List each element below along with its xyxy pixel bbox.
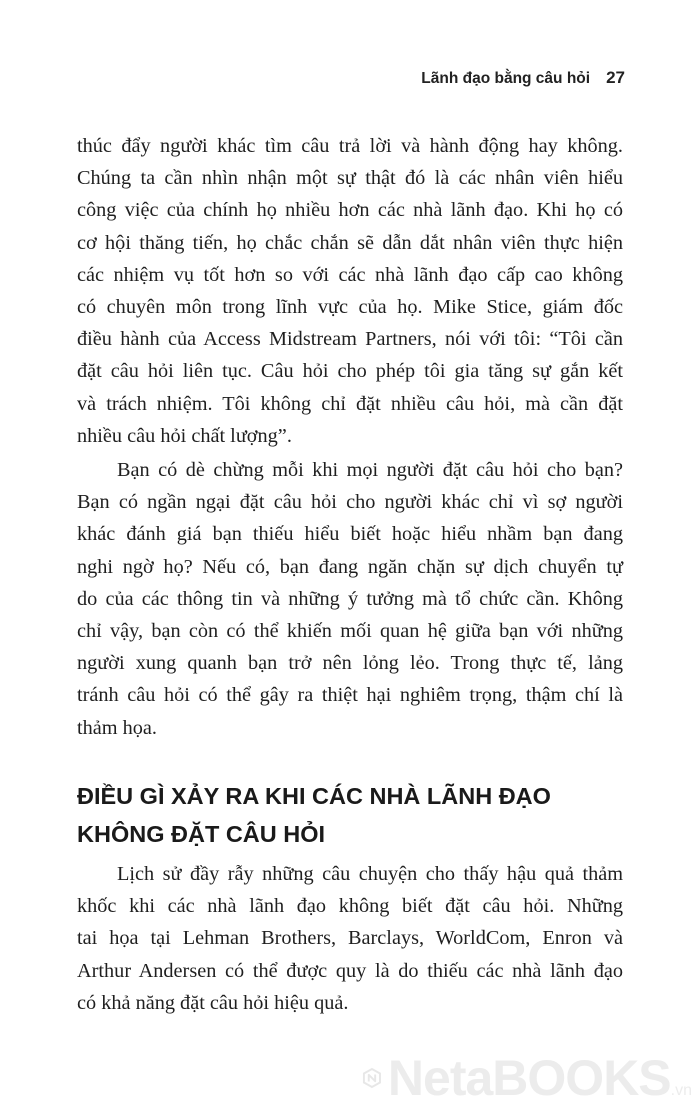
text-line: có khả năng đặt câu hỏi hiệu quả. <box>77 991 349 1014</box>
paragraph-3 <box>77 858 623 1019</box>
section-heading-line: ĐIỀU GÌ XẢY RA KHI CÁC NHÀ LÃNH ĐẠO <box>77 783 551 809</box>
text-line: cơ hội thăng tiến, họ chắc chắn sẽ dẫn dắt nhân viên thực hiện <box>77 231 623 254</box>
text-line: Arthur Andersen có thể được quy là do thiếu các nhà lãnh đạo <box>77 959 623 982</box>
text-line: Bạn có dè chừng mỗi khi mọi người đặt câu hỏi cho bạn? <box>117 459 623 481</box>
text-line: khốc khi các nhà lãnh đạo không biết đặt câu hỏi. Những <box>77 895 623 918</box>
page-number: 27 <box>606 68 625 87</box>
text-line: điều hành của Access Midstream Partners, nói với tôi: “Tôi cần <box>77 328 623 351</box>
text-line: nghi ngờ họ? Nếu có, bạn đang ngăn chặn sự dịch chuyển tự <box>77 555 623 578</box>
text-line: công việc của chính họ nhiều hơn các nhà lãnh đạo. Khi họ có <box>77 199 623 222</box>
watermark-text <box>388 1049 692 1107</box>
text-line: tai họa tại Lehman Brothers, Barclays, WorldCom, Enron và <box>77 927 623 950</box>
text-line: người xung quanh bạn trở nên lỏng lẻo. Trong thực tế, lảng <box>77 652 623 675</box>
watermark-brand: NetaBOOKS <box>387 1050 671 1106</box>
watermark <box>362 1040 692 1116</box>
text-line: Bạn có ngần ngại đặt câu hỏi cho người khác chỉ vì sợ người <box>77 491 623 514</box>
running-header <box>421 68 625 88</box>
text-line: và trách nhiệm. Tôi không chỉ đặt nhiều câu hỏi, mà cần đặt <box>77 392 623 415</box>
text-line: nhiều câu hỏi chất lượng”. <box>77 424 292 447</box>
text-line: tránh câu hỏi có thể gây ra thiệt hại nghiêm trọng, thậm chí là <box>77 684 623 707</box>
paragraph-2 <box>77 454 623 744</box>
text-line: do của các thông tin và những ý tưởng mà tổ chức cần. Không <box>77 587 623 610</box>
text-line: thúc đẩy người khác tìm câu trả lời và hành động hay không. <box>77 135 623 157</box>
text-line: chỉ vậy, bạn còn có thể khiến mối quan hệ giữa bạn với những <box>77 619 623 642</box>
text-line: các nhiệm vụ tốt hơn so với các nhà lãnh đạo cấp cao không <box>77 263 623 286</box>
paragraph-1 <box>77 130 623 452</box>
text-line: thảm họa. <box>77 716 157 739</box>
section-heading <box>77 777 551 853</box>
text-line: Chúng ta cần nhìn nhận một sự thật đó là các nhân viên hiểu <box>77 167 623 190</box>
text-line: đặt câu hỏi liên tục. Câu hỏi cho phép tôi gia tăng sự gắn kết <box>77 360 623 383</box>
running-header-title: Lãnh đạo bằng câu hỏi <box>421 70 591 87</box>
text-line: khác đánh giá bạn thiếu hiểu biết hoặc hiểu nhầm bạn đang <box>77 523 623 546</box>
watermark-suffix: .vn <box>670 1082 692 1099</box>
text-line: có chuyên môn trong lĩnh vực của họ. Mike Stice, giám đốc <box>77 295 623 318</box>
text-line: Lịch sử đầy rẫy những câu chuyện cho thấy hậu quả thảm <box>117 863 623 885</box>
netabooks-logo-icon <box>362 1047 382 1109</box>
section-heading-line: KHÔNG ĐẶT CÂU HỎI <box>77 821 326 847</box>
